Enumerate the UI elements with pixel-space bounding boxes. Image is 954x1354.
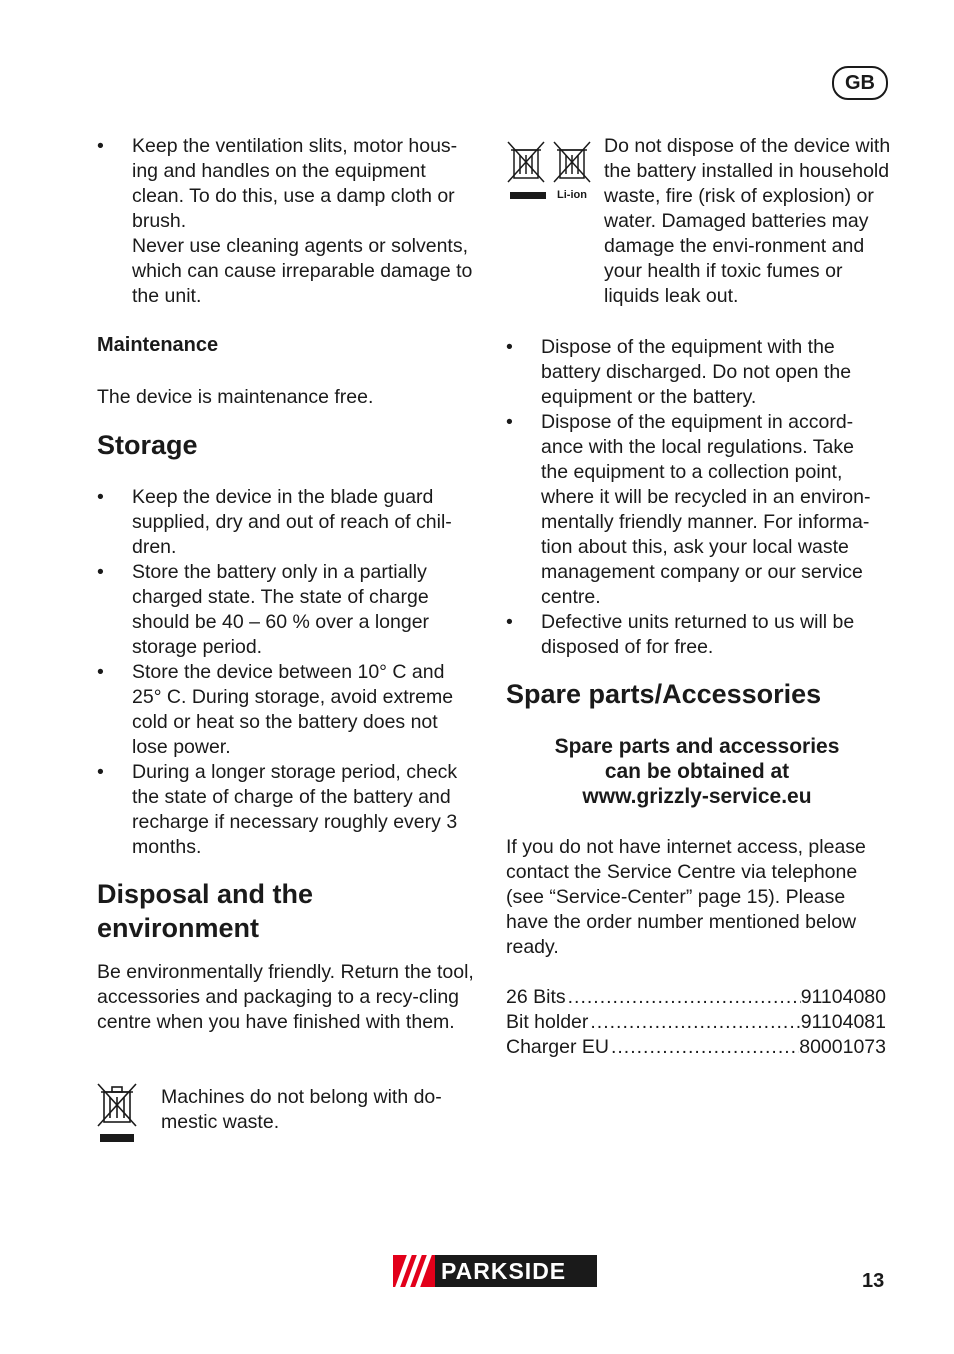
maintenance-text: The device is maintenance free. — [97, 386, 374, 408]
storage-heading: Storage — [97, 430, 198, 460]
li-ion-label: Li-ion — [557, 189, 587, 201]
list-item: • Keep the ventilation slits, motor hous-ing and handles on the equipment clean. To do this, use a damp cloth or brush. Never use cleaning agents or solvents, which can cause irreparable damage to the unit. — [97, 134, 477, 309]
cleaning-list — [97, 134, 477, 309]
brand-logo: PARKSIDE — [393, 1255, 597, 1287]
service-link[interactable]: www.grizzly-service.eu — [582, 785, 812, 808]
storage-section — [97, 485, 477, 860]
list-item: • Dispose of the equipment with the battery discharged. Do not open the equipment or the battery. — [506, 335, 886, 410]
list-item: • Dispose of the equipment in accord-ance with the local regulations. Take the equipment to a collection point, where it will be recycled in an environ-mentally friendly manner. For informa-tion about this, ask your local waste management company or our service centre. — [506, 410, 886, 610]
language-badge: GB — [832, 66, 888, 100]
list-item: Charger EU ..... 80001073 — [506, 1035, 886, 1060]
maintenance-heading: Maintenance — [97, 334, 219, 356]
logo-stripes-icon — [393, 1255, 435, 1287]
disposal-heading: Disposal and the environment — [97, 879, 314, 943]
list-item: 26 Bits ..... 91104080 — [506, 985, 886, 1010]
battery-text: Do not dispose of the device with the battery installed in household waste, fire (risk of explosion) or water. Damaged batteries may damage the envi-ronment and your health if toxic fumes or liquids leak out. — [604, 135, 891, 307]
storage-list — [97, 485, 477, 860]
list-item: • Defective units returned to us will be disposed of for free. — [506, 610, 886, 660]
crossed-bin-icon — [96, 1082, 140, 1149]
spare-parts-heading: Spare parts/Accessories — [506, 679, 822, 709]
list-item: • Store the device between 10° C and 25° C. During storage, avoid extreme cold or heat so the battery does not lose power. — [97, 660, 477, 760]
cleaning-section — [97, 134, 477, 309]
parts-list — [506, 985, 886, 1060]
list-item: • During a longer storage period, check the state of charge of the battery and recharge if necessary roughly every 3 months. — [97, 760, 477, 860]
bin-text: Machines do not belong with do-mestic waste. — [161, 1086, 442, 1133]
disposal-section — [506, 335, 886, 660]
spare-parts-notice: Spare parts and accessories can be obtained at www.grizzly-service.eu — [506, 734, 888, 809]
disposal-text: Be environmentally friendly. Return the tool, accessories and packaging to a recy-cling centre when you have finished with them. — [97, 961, 474, 1033]
disposal-list — [506, 335, 886, 660]
list-item: Bit holder ..... 91104081 — [506, 1010, 886, 1035]
spare-parts-text: If you do not have internet access, please contact the Service Centre via telephone (see “Service-Center” page 15). Please have the order number mentioned below ready. — [506, 836, 866, 958]
list-item: • Store the battery only in a partially charged state. The state of charge should be 40 – 60 % over a longer storage period. — [97, 560, 477, 660]
page-number: 13 — [862, 1270, 885, 1292]
list-item: • Keep the device in the blade guard supplied, dry and out of reach of chil-dren. — [97, 485, 477, 560]
